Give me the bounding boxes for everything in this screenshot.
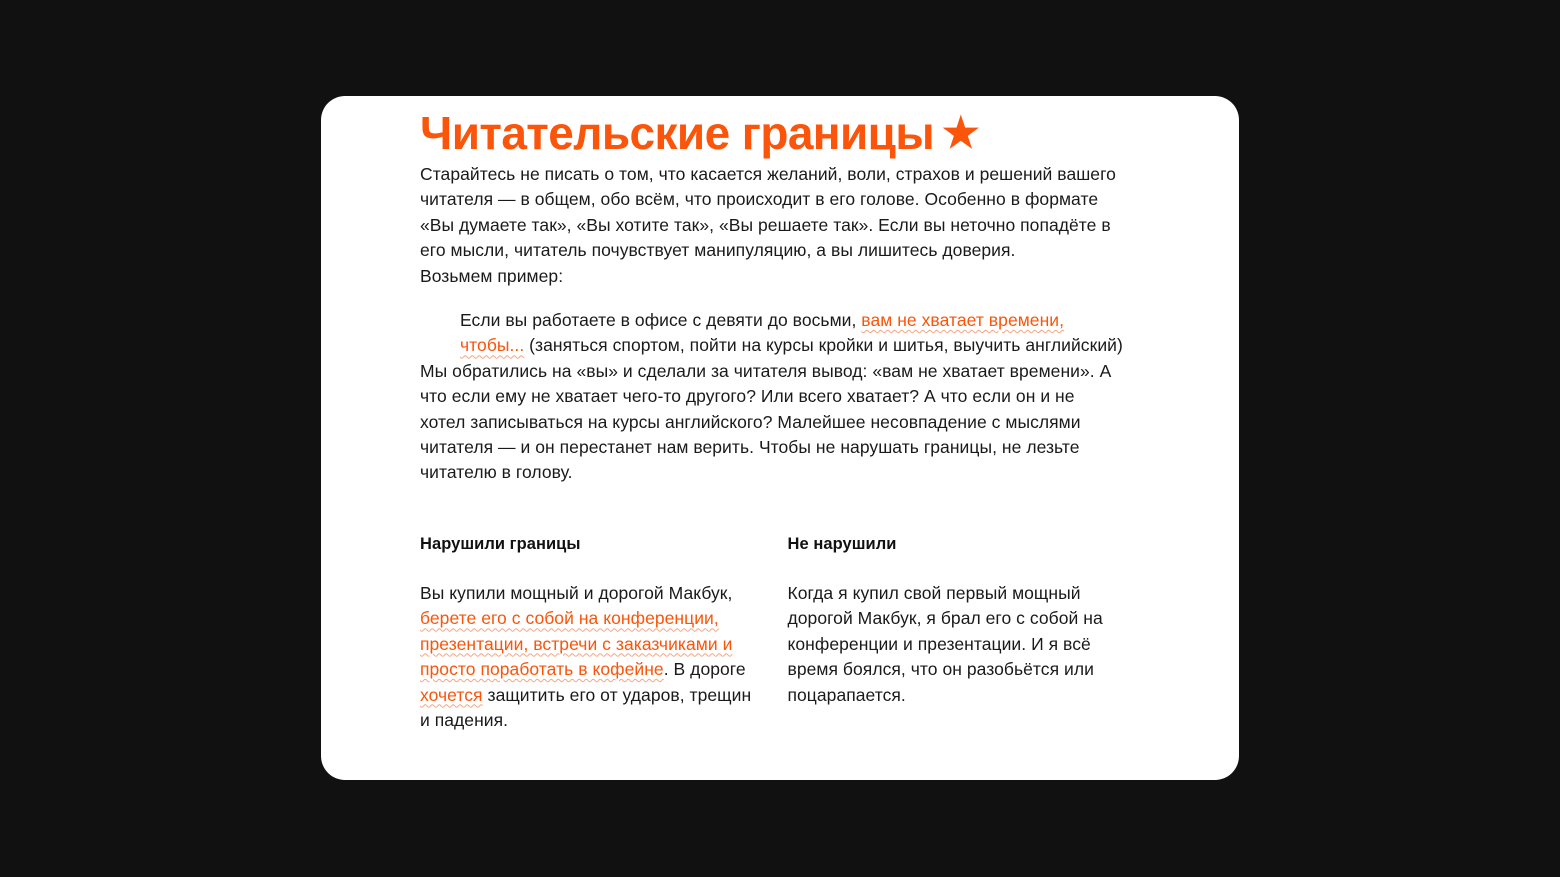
bad-text-2: . В дороге — [663, 659, 746, 680]
quote-text-before: Если вы работаете в офисе с девяти до восьми, — [460, 310, 862, 331]
page-title — [420, 104, 1124, 162]
comparison-column-good — [788, 533, 1125, 733]
bad-highlight-2: хочется — [420, 684, 483, 705]
example-quote-block — [420, 308, 1124, 359]
intro-paragraph: Старайтесь не писать о том, что касается желаний, воли, страхов и решений вашего читателя — в общем, обо всём, что происходит в его голове. Особенно в формате «Вы думаете так», «Вы хотите так», «Вы решаете так». Если вы неточно попадёте в его мысли, читатель почувствует манипуляцию, а вы лишитесь доверия. — [420, 164, 1116, 261]
example-quote-text — [460, 308, 1124, 359]
bad-text-3: защитить его от ударов, трещин и падения. — [420, 684, 752, 730]
bad-text-1: Вы купили мощный и дорогой Макбук, — [420, 582, 733, 603]
comparison-column-bad — [420, 533, 757, 733]
bad-highlight-1: берете его с собой на конференции, презентации, встречи с заказчиками и просто поработать в кофейне — [420, 608, 733, 680]
analysis-paragraph: Мы обратились на «вы» и сделали за читателя вывод: «вам не хватает времени». А что если ему не хватает чего-то другого? Или всего хватает? А что если он и не хотел записываться на курсы английского? Малейшее несовпадение с мыслями читателя — и он перестанет нам верить. Чтобы не нарушать границы, не лезьте читателю в голову. — [420, 360, 1112, 483]
quote-text-after: (заняться спортом, пойти на курсы кройки и шитья, выучить английский) — [524, 335, 1123, 356]
quote-highlight: вам не хватает времени, чтобы... — [460, 310, 1065, 356]
comparison-columns — [420, 533, 1124, 733]
comparison-body-good: Когда я купил свой первый мощный дорогой Макбук, я брал его с собой на конференции и презентации. И я всё время боялся, что он разобьётся или поцарапается. — [787, 582, 1103, 705]
example-lead-in: Возьмем пример: — [420, 265, 564, 286]
comparison-body-bad — [420, 581, 757, 733]
comparison-heading-bad: Нарушили границы — [420, 534, 581, 553]
article-content — [420, 104, 1124, 733]
page-title-text: Читательские границы — [420, 107, 935, 159]
star-icon: ★ — [942, 109, 980, 156]
article-card — [321, 96, 1239, 780]
comparison-heading-good: Не нарушили — [787, 534, 897, 553]
